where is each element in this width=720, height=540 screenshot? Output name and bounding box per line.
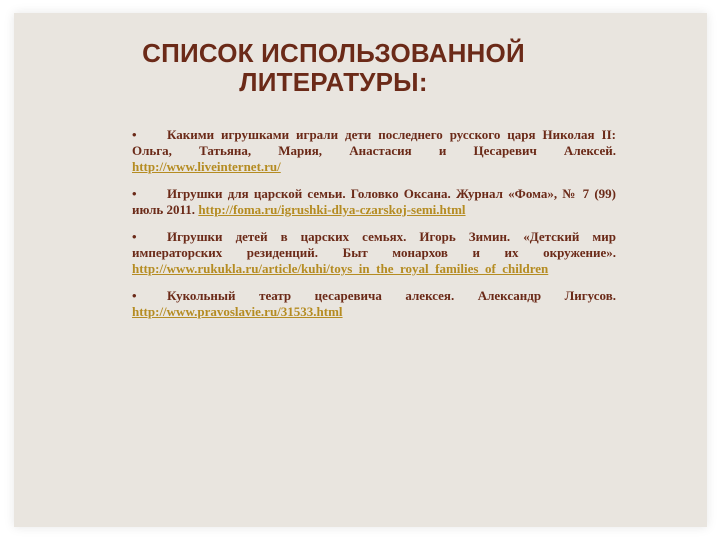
reference-text: Кукольный театр цесаревича алексея. Александр Лигусов.: [167, 288, 616, 303]
reference-text: Игрушки детей в царских семьях. Игорь Зимин. «Детский мир императорских резиденций. Быт монархов и их окружение».: [132, 229, 616, 260]
reference-text: Какими игрушками играли дети последнего русского царя Николая II: Ольга, Татьяна, Мария, Анастасия и Цесаревич Алексей.: [132, 127, 616, 158]
title-line-1: СПИСОК ИСПОЛЬЗОВАННОЙ: [142, 38, 525, 68]
bullet-icon: •: [132, 186, 137, 201]
page-title: [14, 39, 707, 97]
reference-link[interactable]: http://www.rukukla.ru/article/kuhi/toys_in_the_royal_families_of_children: [132, 261, 549, 276]
reference-link[interactable]: http://foma.ru/igrushki-dlya-czarskoj-semi.html: [198, 202, 466, 217]
slide: [14, 13, 707, 527]
bullet-icon: •: [132, 288, 137, 303]
reference-item: [132, 288, 616, 320]
title-line-2: ЛИТЕРАТУРЫ:: [239, 67, 428, 97]
reference-item: [132, 186, 616, 218]
reference-list: [132, 127, 616, 331]
bullet-icon: •: [132, 127, 137, 142]
reference-link[interactable]: http://www.pravoslavie.ru/31533.html: [132, 304, 343, 319]
reference-text: Игрушки для царской семьи. Головко Оксана. Журнал «Фома», № 7 (99) июль 2011.: [132, 186, 616, 217]
reference-link[interactable]: http://www.liveinternet.ru/: [132, 159, 281, 174]
reference-item: [132, 229, 616, 277]
reference-item: [132, 127, 616, 175]
bullet-icon: •: [132, 229, 137, 244]
